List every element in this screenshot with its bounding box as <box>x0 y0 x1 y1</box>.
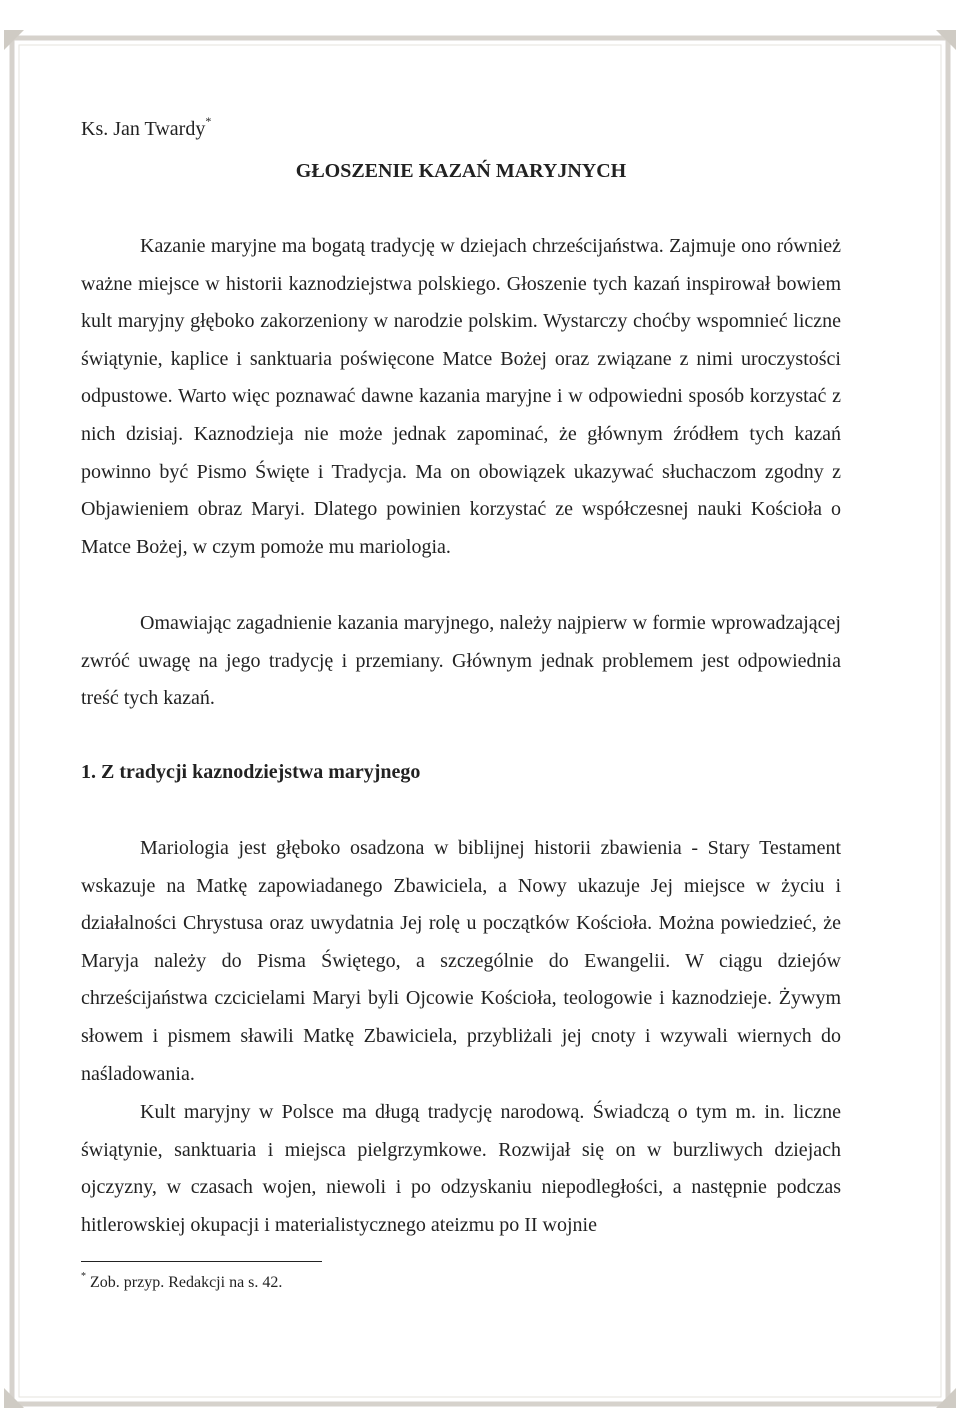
footnote-text: Zob. przyp. Redakcji na s. 42. <box>90 1274 283 1291</box>
footnote <box>81 1271 283 1292</box>
footnote-divider <box>81 1261 322 1262</box>
section-paragraph-1: Mariologia jest głęboko osadzona w biblijnej historii zbawienia - Stary Testament wskazuje na Matkę zapowiadanego Zbawiciela, a Nowy ukazuje Jej miejsce w życiu i działalności Chrystusa oraz uwydatnia Jej rolę u początków Kościoła. Można powiedzieć, że Maryja należy do Pisma Świętego, a szczególnie do Ewangelii. W ciągu dziejów chrześcijaństwa czcicielami Maryi byli Ojcowie Kościoła, teologowie i kaznodzieje. Żywym słowem i pismem sławili Matkę Zbawiciela, przybliżali jej cnoty i wzywali wiernych do naśladowania. <box>81 837 841 1085</box>
document-title: GŁOSZENIE KAZAŃ MARYJNYCH <box>295 160 627 182</box>
section-heading: 1. Z tradycji kaznodziejstwa maryjnego <box>81 761 421 783</box>
author-name: Ks. Jan Twardy <box>81 118 206 140</box>
intro-paragraph-2: Omawiając zagadnienie kazania maryjnego, należy najpierw w formie wprowadzającej zwróć uwagę na jego tradycję i przemiany. Głównym jednak problemem jest odpowiednia treść tych kazań. <box>81 612 841 710</box>
section-paragraph-2: Kult maryjny w Polsce ma długą tradycję narodową. Świadczą o tym m. in. liczne świątynie, sanktuaria i miejsca pielgrzymkowe. Rozwijał się on w burzliwych dziejach ojczyzny, w czasach wojen, niewoli i po odzyskaniu niepodległości, a następnie podczas hitlerowskiej okupacji i materialistycznego ateizmu po II wojnie <box>81 1101 841 1236</box>
footnote-mark: * <box>81 1271 86 1282</box>
author-footnote-mark: * <box>205 114 212 128</box>
author-line <box>81 114 212 141</box>
intro-paragraph-1: Kazanie maryjne ma bogatą tradycję w dziejach chrześcijaństwa. Zajmuje ono również ważne miejsce w historii kaznodziejstwa polskiego. Głoszenie tych kazań inspirował bowiem kult maryjny głęboko zakorzeniony w narodzie polskim. Wystarczy choćby wspomnieć liczne świątynie, kaplice i sanktuaria poświęcone Matce Bożej oraz związane z nimi uroczystości odpustowe. Warto więc poznawać dawne kazania maryjne i w odpowiedni sposób korzystać z nich dzisiaj. Kaznodzieja nie może jednak zapominać, że głównym źródłem tych kazań powinno być Pismo Święte i Tradycja. Ma on obowiązek ukazywać słuchaczom zgodny z Objawieniem obraz Maryi. Dlatego powinien korzystać ze współczesnej nauki Kościoła o Matce Bożej, w czym pomoże mu mariologia. <box>81 235 841 558</box>
